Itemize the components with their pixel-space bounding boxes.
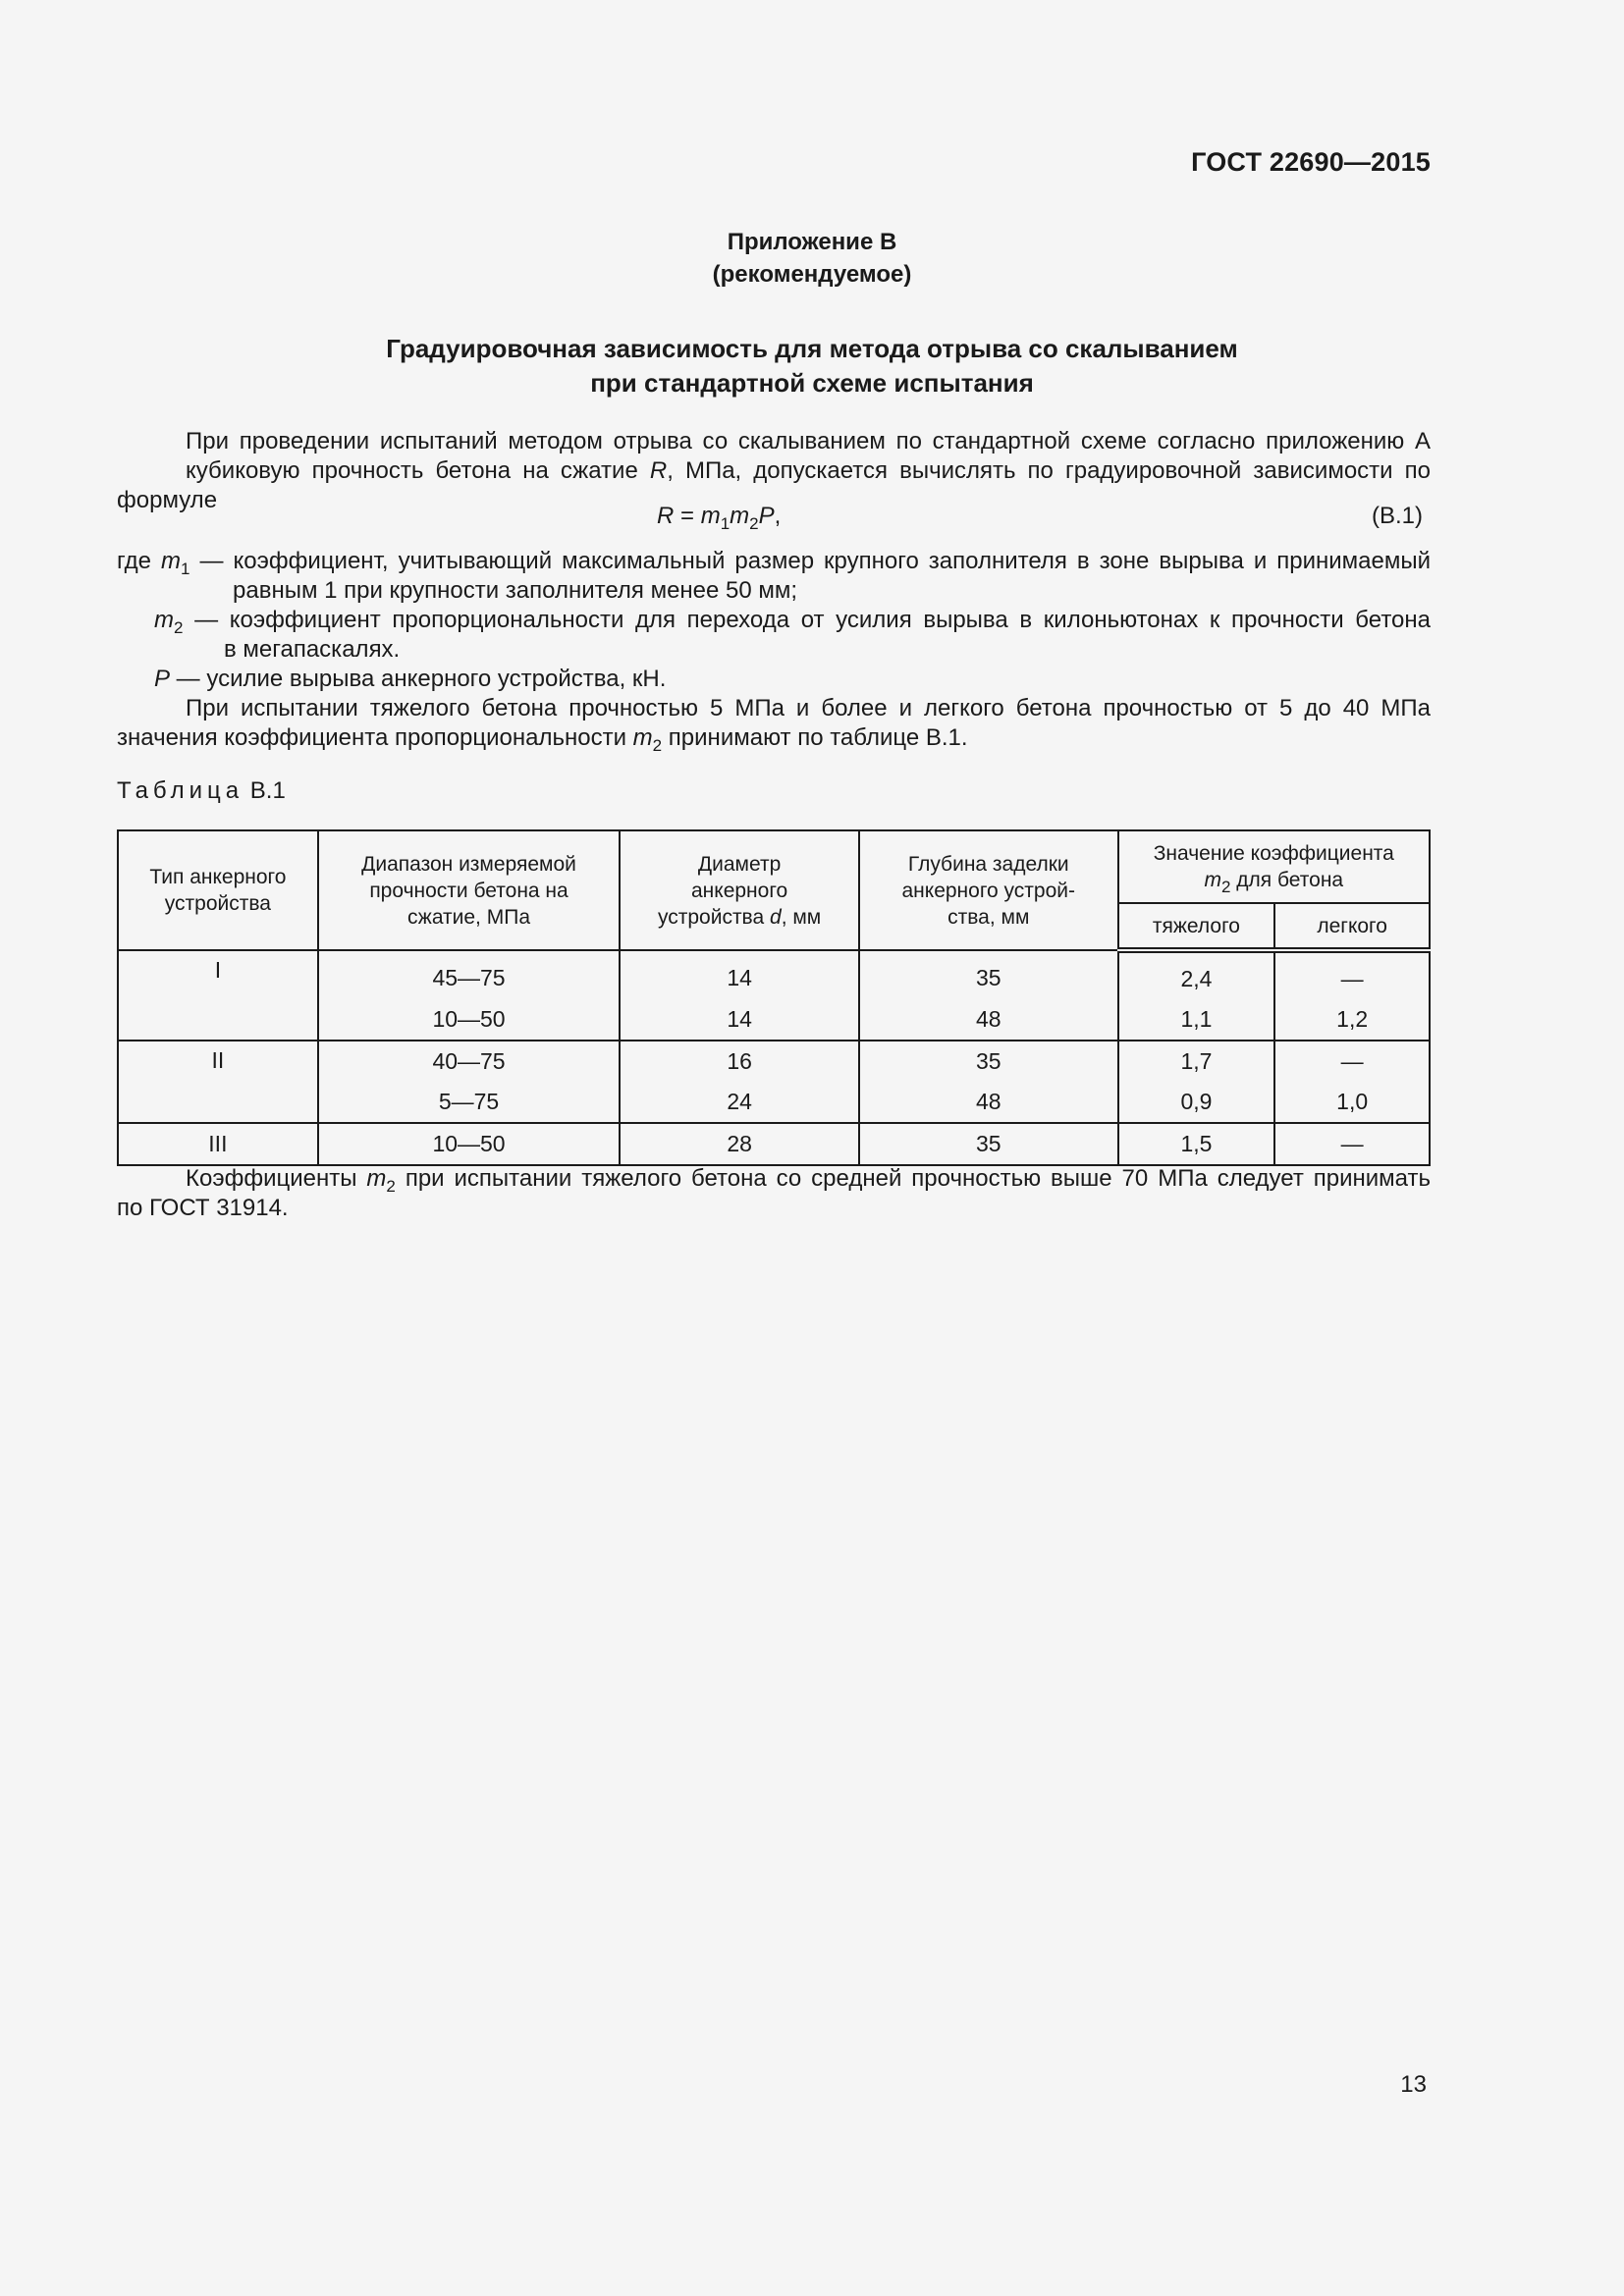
cell-range: 10—50 xyxy=(318,999,620,1041)
header-light: легкого xyxy=(1274,903,1430,950)
cell-light: 1,2 xyxy=(1274,999,1430,1041)
definition-m1-continuation: равным 1 при крупности заполнителя менее 50 мм; xyxy=(233,577,798,604)
cell-depth: 48 xyxy=(859,1082,1118,1123)
formula-row xyxy=(117,503,1431,532)
header-coefficient: Значение коэффициента $m_2$ для бетона xyxy=(1118,830,1430,903)
intro-line-2: кубиковую прочность бетона на сжатие R, МПа, допускается вычислять по градуировочной зависимости по формуле xyxy=(117,457,1431,513)
cell-range: 45—75 xyxy=(318,950,620,999)
table-row xyxy=(118,1123,1430,1165)
cell-type: I xyxy=(118,950,318,1041)
paragraph-3-line-2: по ГОСТ 31914. xyxy=(117,1195,289,1221)
formula-number: (В.1) xyxy=(1371,503,1423,529)
cell-heavy: 2,4 xyxy=(1118,950,1275,999)
document-code: ГОСТ 22690—2015 xyxy=(1191,147,1431,177)
table-row xyxy=(118,950,1430,999)
definition-m1: где $m_1$ — коэффициент, учитывающий максимальный размер крупного заполнителя в зоне вырыва и принимаемый xyxy=(117,548,1431,578)
cell-diameter: 14 xyxy=(620,950,859,999)
definition-p: P — усилие вырыва анкерного устройства, кН. xyxy=(154,666,667,692)
cell-range: 5—75 xyxy=(318,1082,620,1123)
header-type: Тип анкерного устройства xyxy=(118,830,318,950)
cell-depth: 35 xyxy=(859,1123,1118,1165)
header-diameter: Диаметр анкерного устройства d, мм xyxy=(620,830,859,950)
cell-type: II xyxy=(118,1041,318,1123)
section-heading xyxy=(0,332,1624,400)
appendix-title: Приложение В xyxy=(727,229,897,255)
heading-line-2: при стандартной схеме испытания xyxy=(590,368,1034,398)
definition-m2-continuation: в мегапаскалях. xyxy=(224,636,401,663)
cell-range: 10—50 xyxy=(318,1123,620,1165)
cell-depth: 35 xyxy=(859,950,1118,999)
paragraph-2-line-2: значения коэффициента пропорциональности $m_2$ принимают по таблице В.1. xyxy=(117,724,968,755)
definition-m2: $m_2$ — коэффициент пропорциональности для перехода от усилия вырыва в килоньютонах к прочности бетона xyxy=(154,607,1431,637)
cell-depth: 35 xyxy=(859,1041,1118,1082)
cell-heavy: 1,7 xyxy=(1118,1041,1275,1082)
heading-line-1: Градуировочная зависимость для метода отрыва со скалыванием xyxy=(386,334,1238,363)
appendix-title-block xyxy=(0,226,1624,291)
cell-diameter: 28 xyxy=(620,1123,859,1165)
cell-range: 40—75 xyxy=(318,1041,620,1082)
paragraph-3 xyxy=(117,1164,1431,1223)
cell-light: 1,0 xyxy=(1274,1082,1430,1123)
header-heavy: тяжелого xyxy=(1118,903,1275,950)
paragraph-2 xyxy=(117,694,1431,753)
intro-line-1: При проведении испытаний методом отрыва со скалыванием по стандартной схеме согласно приложению А xyxy=(186,428,1431,454)
cell-type: III xyxy=(118,1123,318,1165)
cell-light: — xyxy=(1274,1123,1430,1165)
cell-diameter: 16 xyxy=(620,1041,859,1082)
cell-diameter: 24 xyxy=(620,1082,859,1123)
cell-heavy: 1,1 xyxy=(1118,999,1275,1041)
formula: $R = m_1m_2P$, xyxy=(657,503,782,533)
cell-diameter: 14 xyxy=(620,999,859,1041)
header-range: Диапазон измеряемой прочности бетона на сжатие, МПа xyxy=(318,830,620,950)
paragraph-3-line-1: Коэффициенты $m_2$ при испытании тяжелого бетона со средней прочностью выше 70 МПа следует принимать xyxy=(186,1165,1431,1196)
cell-depth: 48 xyxy=(859,999,1118,1041)
coefficient-table xyxy=(117,829,1431,1166)
table-row xyxy=(118,1041,1430,1082)
cell-heavy: 0,9 xyxy=(1118,1082,1275,1123)
table-caption: Таблица В.1 xyxy=(117,777,286,804)
header-depth: Глубина заделки анкерного устрой-ства, мм xyxy=(859,830,1118,950)
paragraph-2-line-1: При испытании тяжелого бетона прочностью 5 МПа и более и легкого бетона прочностью от 5 до 40 МПа xyxy=(186,695,1431,721)
appendix-subtitle: (рекомендуемое) xyxy=(712,261,912,288)
cell-light: — xyxy=(1274,1041,1430,1082)
page-number: 13 xyxy=(1400,2071,1427,2098)
cell-light: — xyxy=(1274,950,1430,999)
definitions xyxy=(117,547,1431,694)
cell-heavy: 1,5 xyxy=(1118,1123,1275,1165)
